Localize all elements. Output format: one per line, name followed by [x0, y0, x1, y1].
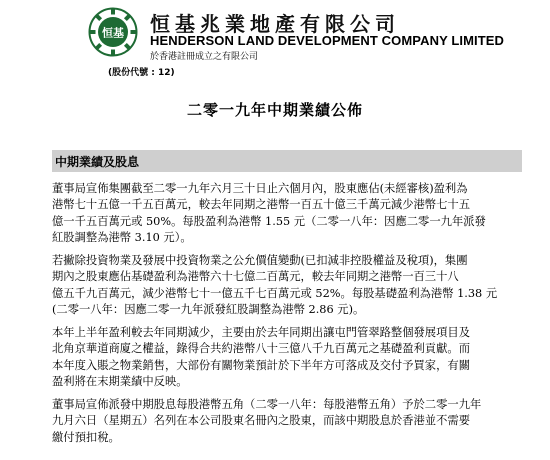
paragraph-line: 北角京華道商廈之權益，錄得合共約港幣八十三億八千九百萬元之基礎盈利貢獻。而 — [52, 342, 470, 356]
paragraph-line: 董事局宣佈集團截至二零一九年六月三十日止六個月內，股東應佔(未經審核)盈利為 — [52, 182, 468, 195]
paragraph-line: 九月六日（星期五）名列在本公司股東名冊內之股東，而該中期股息於香港並不需要 — [52, 414, 470, 428]
logo-text: 恒基 — [102, 26, 124, 40]
paragraph-line: 董事局宣佈派發中期股息每股港幣五角（二零一八年：每股港幣五角）予於二零一九年 — [52, 398, 482, 411]
incorporation-note: 於香港註冊成立之有限公司 — [150, 52, 259, 62]
paragraph-line: 期內之股東應佔基礎盈利為港幣六十七億二百萬元，較去年同期之港幣一百三十八 — [52, 270, 459, 284]
paragraph-line: 若撇除投資物業及發展中投資物業之公允價值變動(已扣減非控股權益及稅項)，集團 — [52, 254, 468, 267]
paragraph-line: (二零一八年：因應二零一九年派發紅股調整為港幣 2.86 元)。 — [52, 302, 365, 316]
section-heading-bar — [52, 150, 522, 172]
paragraph-underlying-profit — [52, 253, 522, 318]
paragraph-line: 億五千九百萬元，減少港幣七十一億五千七百萬元或 52%。每股基礎盈利為港幣 1.38 元 — [52, 286, 498, 300]
paragraph-line: 本年上半年盈利較去年同期減少，主要由於去年同期出讓屯門管翠路整個發展項目及 — [52, 326, 470, 339]
announcement-title: 二零一九年中期業績公佈 — [186, 101, 363, 119]
paragraph-line: 紅股調整為港幣 3.10 元）。 — [52, 230, 192, 244]
stock-code: (股份代號 : 12) — [108, 68, 175, 78]
paragraph-line: 盈利將在末期業績中反映。 — [52, 374, 188, 388]
paragraph-line: 本年度入賬之物業銷售，大部份有關物業預計於下半年方可落成及交付予買家，有關 — [52, 358, 470, 372]
section-heading: 中期業績及股息 — [55, 155, 140, 169]
paragraph-line: 億一千五百萬元或 50%。每股盈利為港幣 1.55 元（二零一八年：因應二零一九年派發 — [52, 214, 486, 228]
paragraph-interim-dividend — [52, 397, 522, 446]
paragraph-line: 繳付預扣稅。 — [52, 430, 120, 444]
paragraph-interim-results — [52, 181, 522, 246]
company-name-chinese: 恒基兆業地產有限公司 — [150, 12, 400, 36]
paragraph-profit-explanation — [52, 325, 522, 390]
company-logo — [88, 7, 138, 57]
company-name-english: HENDERSON LAND DEVELOPMENT COMPANY LIMITED — [150, 33, 505, 48]
paragraph-line: 港幣七十五億一千五百萬元，較去年同期之港幣一百五十億三千萬元減少港幣七十五 — [52, 198, 470, 212]
